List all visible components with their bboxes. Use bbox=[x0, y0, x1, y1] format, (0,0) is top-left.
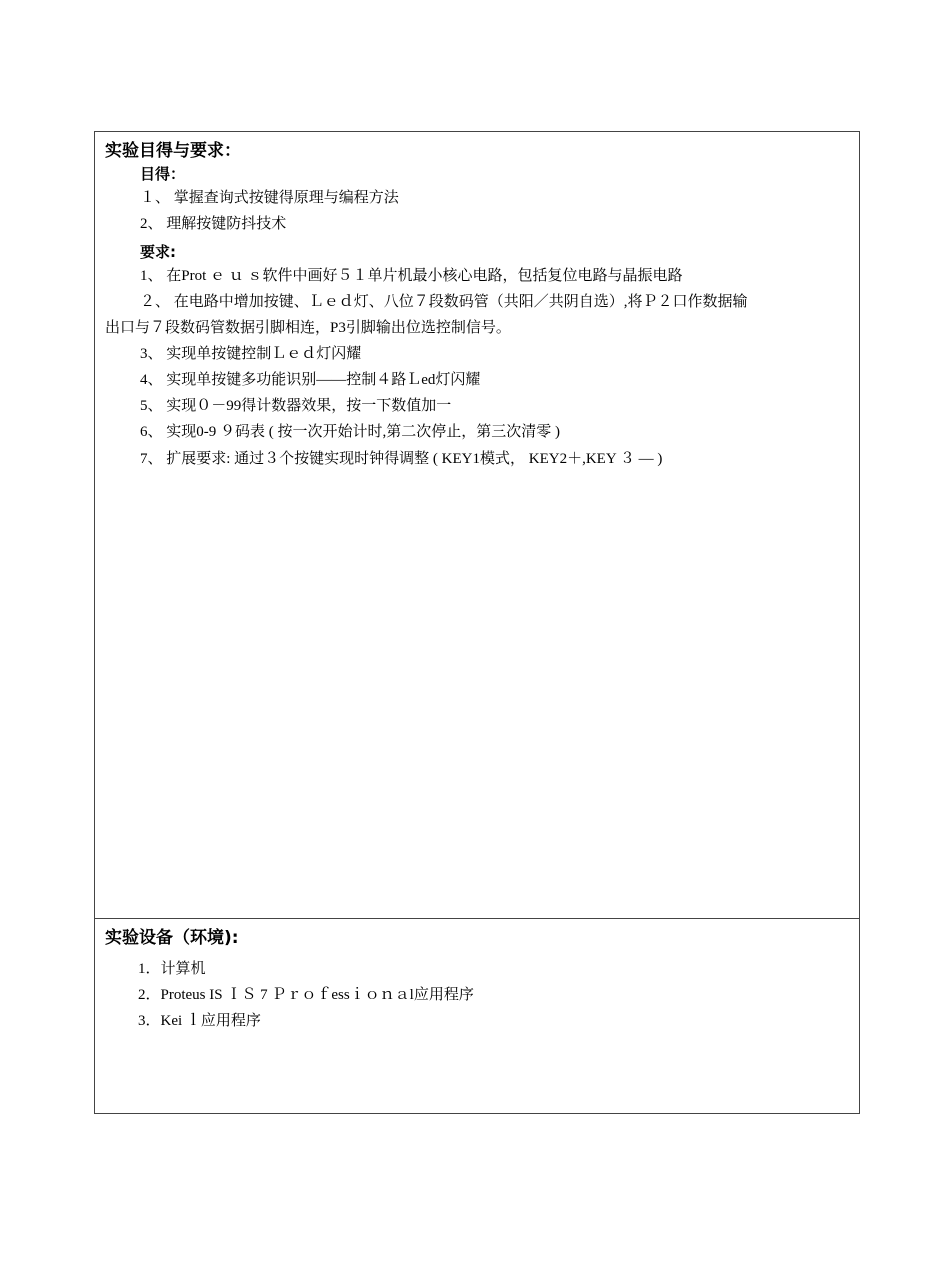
requirement-item: 7、 扩展要求: 通过３个按键实现时钟得调整 ( KEY1模式， KEY2＋,KEY ３ — ) bbox=[140, 451, 663, 467]
requirement-item: 3、 实现单按键控制Ｌｅｄ灯闪耀 bbox=[140, 346, 362, 362]
requirement-item: 6、 实现0-9 ９码表 ( 按一次开始计时,第二次停止，第三次清零 ) bbox=[140, 424, 560, 440]
purpose-label: 目得： bbox=[140, 165, 186, 183]
purpose-item: 2、 理解按键防抖技术 bbox=[140, 216, 287, 232]
equipment-heading: 实验设备（环境): bbox=[105, 928, 239, 948]
requirement-item: 5、 实现０－99得计数器效果，按一下数值加一 bbox=[140, 398, 452, 414]
requirement-item-continuation: 出口与７段数码管数据引脚相连，P3引脚输出位选控制信号。 bbox=[105, 320, 511, 336]
objectives-cell bbox=[95, 132, 859, 919]
requirement-item: 1、 在Prot ｅ ｕ ｓ软件中画好５１单片机最小核心电路，包括复位电路与晶振电路 bbox=[140, 268, 683, 284]
equipment-item: 1．计算机 bbox=[138, 961, 206, 977]
requirement-item: 4、 实现单按键多功能识别——控制４路Ｌed灯闪耀 bbox=[140, 372, 481, 388]
purpose-item: １、 掌握查询式按键得原理与编程方法 bbox=[140, 190, 399, 206]
experiment-table bbox=[94, 131, 860, 1114]
requirement-label: 要求: bbox=[140, 243, 176, 261]
objectives-heading: 实验目得与要求： bbox=[105, 141, 241, 161]
equipment-item: 3．Kei ｌ应用程序 bbox=[138, 1013, 261, 1029]
equipment-item: 2．Proteus IS ＩＳ 7 Ｐｒｏｆessｉｏｎａl应用程序 bbox=[138, 987, 474, 1003]
equipment-cell bbox=[95, 919, 859, 1113]
requirement-item: ２、 在电路中增加按键、Ｌｅｄ灯、八位７段数码管（共阳／共阴自选）,将Ｐ２口作数据输 bbox=[140, 294, 748, 310]
